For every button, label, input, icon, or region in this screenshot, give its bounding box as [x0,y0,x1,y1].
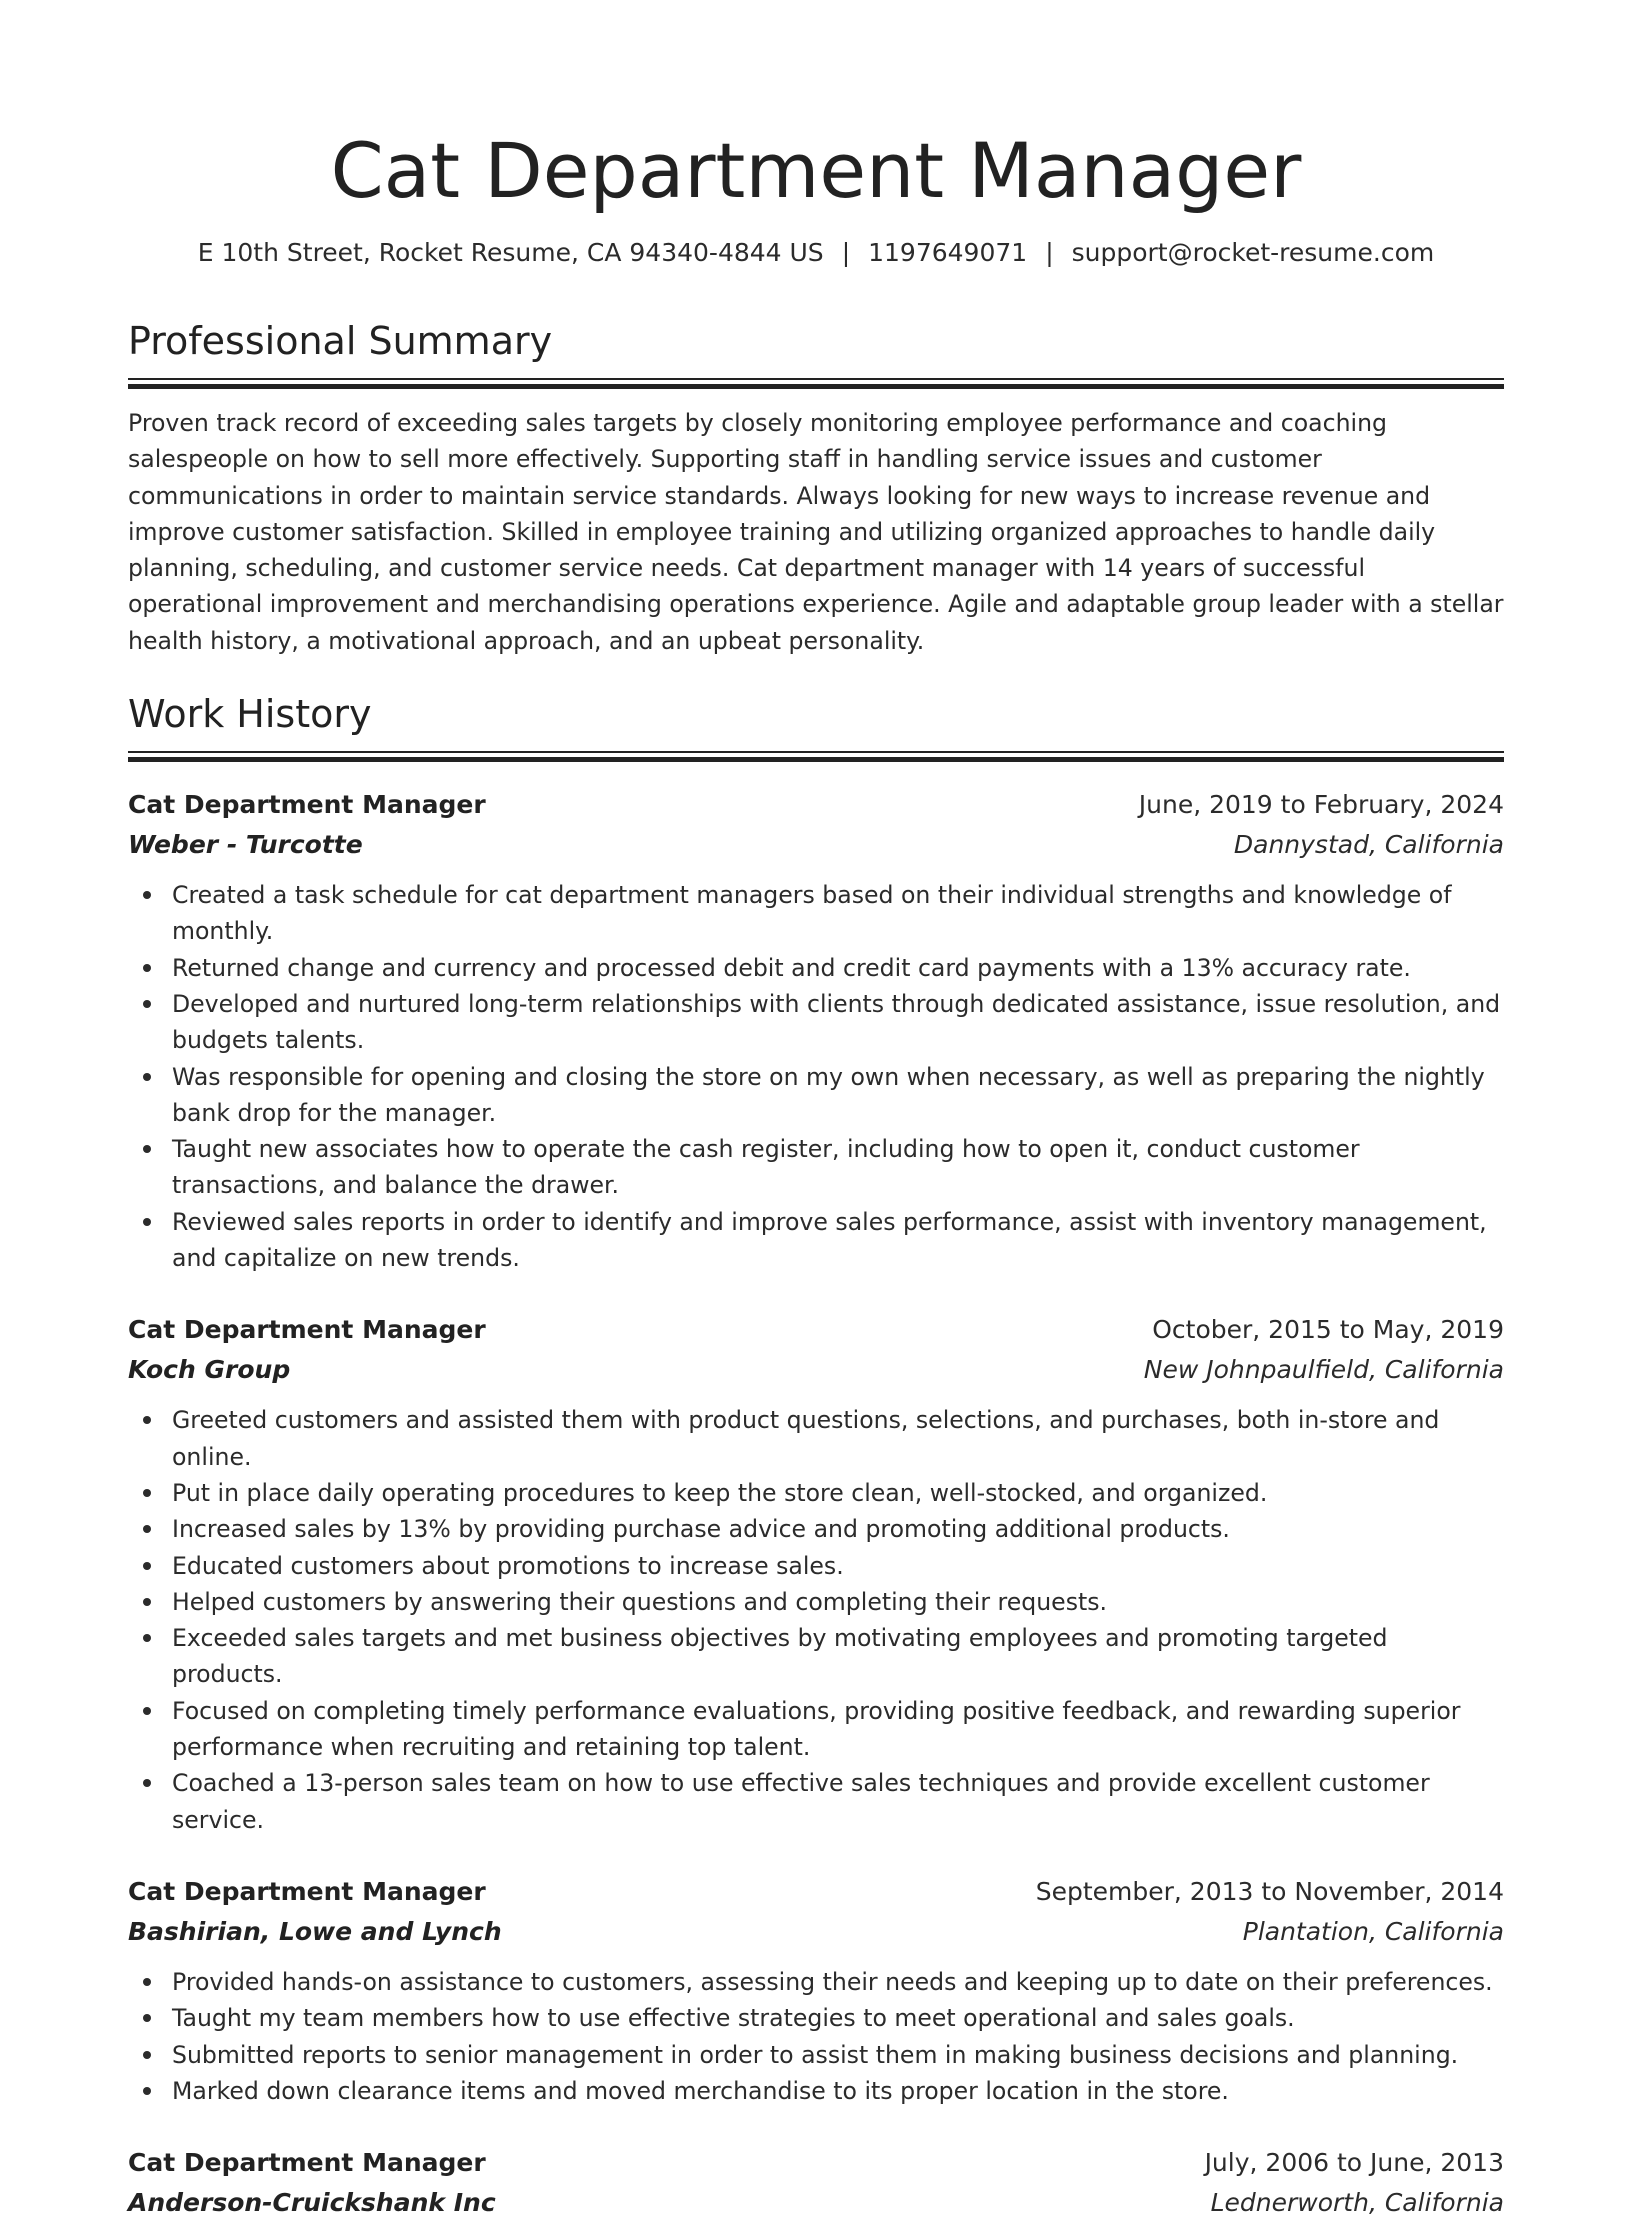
section-title-summary: Professional Summary [128,319,553,363]
job-company: Koch Group [128,1355,291,1385]
job-title: Cat Department Manager [128,2148,486,2178]
professional-summary-section [128,316,1504,659]
job-bullets [128,1402,1504,1838]
job-bullet: Taught my team members how to use effective strategies to meet operational and sales goals. [172,2000,1504,2036]
resume-page [128,0,1504,2223]
job-location: Plantation, California [1242,1916,1504,1946]
job-location: Lednerworth, California [1210,2188,1504,2218]
job-bullet: Focused on completing timely performance evaluations, providing positive feedback, and rewarding superior performance when recruiting and retaining top talent. [172,1693,1504,1766]
contact-separator: | [841,238,851,267]
job-bullet: Provided hands-on assistance to customers, assessing their needs and keeping up to date on their preferences. [172,1964,1504,2000]
job-bullet: Coached a 13-person sales team on how to use effective sales techniques and provide excellent customer service. [172,1765,1504,1838]
job-company: Bashirian, Lowe and Lynch [128,1916,502,1946]
section-title-work: Work History [128,692,372,737]
contact-address: E 10th Street, Rocket Resume, CA 94340-4844 US [197,238,824,267]
job-bullet: Reviewed sales reports in order to identify and improve sales performance, assist with inventory management, and capitalize on new trends. [172,1204,1504,1277]
job-dates: October, 2015 to May, 2019 [1152,1315,1504,1345]
job-company-row [128,1350,1504,1390]
job-entry [128,2143,1504,2223]
job-company-row [128,2183,1504,2223]
section-divider [128,378,1504,388]
job-bullet: Marked down clearance items and moved merchandise to its proper location in the store. [172,2073,1504,2109]
job-bullet: Exceeded sales targets and met business objectives by motivating employees and promoting targeted products. [172,1620,1504,1693]
section-divider [128,751,1504,761]
contact-email: support@rocket-resume.com [1071,238,1435,267]
job-header-row [128,1310,1504,1350]
job-dates: June, 2019 to February, 2024 [1138,790,1504,820]
job-bullet: Increased sales by 13% by providing purchase advice and promoting additional products. [172,1511,1504,1547]
job-location: New Johnpaulfield, California [1143,1355,1504,1385]
job-bullet: Returned change and currency and processed debit and credit card payments with a 13% accuracy rate. [172,950,1504,986]
job-bullet: Greeted customers and assisted them with product questions, selections, and purchases, both in-store and online. [172,1402,1504,1475]
job-header-row [128,2143,1504,2183]
contact-separator: | [1045,238,1054,267]
job-entry [128,785,1504,1276]
job-entry [128,1872,1504,2109]
job-title: Cat Department Manager [128,790,486,820]
contact-phone: 1197649071 [868,238,1028,267]
job-bullet: Was responsible for opening and closing the store on my own when necessary, as well as preparing the nightly bank drop for the manager. [172,1059,1504,1132]
job-company-row [128,1912,1504,1952]
job-header-row [128,785,1504,825]
job-company: Weber - Turcotte [128,830,363,860]
job-company: Anderson-Cruickshank Inc [128,2188,496,2218]
job-bullet: Created a task schedule for cat department managers based on their individual strengths and knowledge of monthly. [172,877,1504,950]
job-header-row [128,1872,1504,1912]
job-bullet: Developed and nurtured long-term relationships with clients through dedicated assistance, issue resolution, and budgets talents. [172,986,1504,1059]
job-bullets [128,877,1504,1276]
job-bullet: Educated customers about promotions to increase sales. [172,1548,1504,1584]
job-title: Cat Department Manager [128,1315,486,1345]
summary-text: Proven track record of exceeding sales targets by closely monitoring employee performance and coaching salespeople on how to sell more effectively. Supporting staff in handling service issues and customer communications in order to maintain service standards. Always looking for new ways to increase revenue and improve customer satisfaction. Skilled in employee training and utilizing organized approaches to handle daily planning, scheduling, and customer service needs. Cat department manager with 14 years of successful operational improvement and merchandising operations experience. Agile and adaptable group leader with a stellar health history, a motivational approach, and an upbeat personality. [128,409,1504,655]
job-entry [128,1310,1504,1838]
job-bullet: Put in place daily operating procedures to keep the store clean, well-stocked, and organized. [172,1475,1504,1511]
job-location: Dannystad, California [1233,830,1504,860]
job-dates: July, 2006 to June, 2013 [1204,2148,1504,2178]
job-bullet: Taught new associates how to operate the cash register, including how to open it, conduct customer transactions, and balance the drawer. [172,1131,1504,1204]
job-title: Cat Department Manager [128,1876,486,1906]
job-bullet: Submitted reports to senior management in order to assist them in making business decisions and planning. [172,2037,1504,2073]
job-company-row [128,825,1504,865]
job-dates: September, 2013 to November, 2014 [1035,1876,1504,1906]
work-history-section [128,689,1504,2223]
resume-name: Cat Department Manager [330,126,1302,215]
contact-line [128,236,1504,270]
job-bullet: Helped customers by answering their questions and completing their requests. [172,1584,1504,1620]
job-bullets [128,1964,1504,2109]
